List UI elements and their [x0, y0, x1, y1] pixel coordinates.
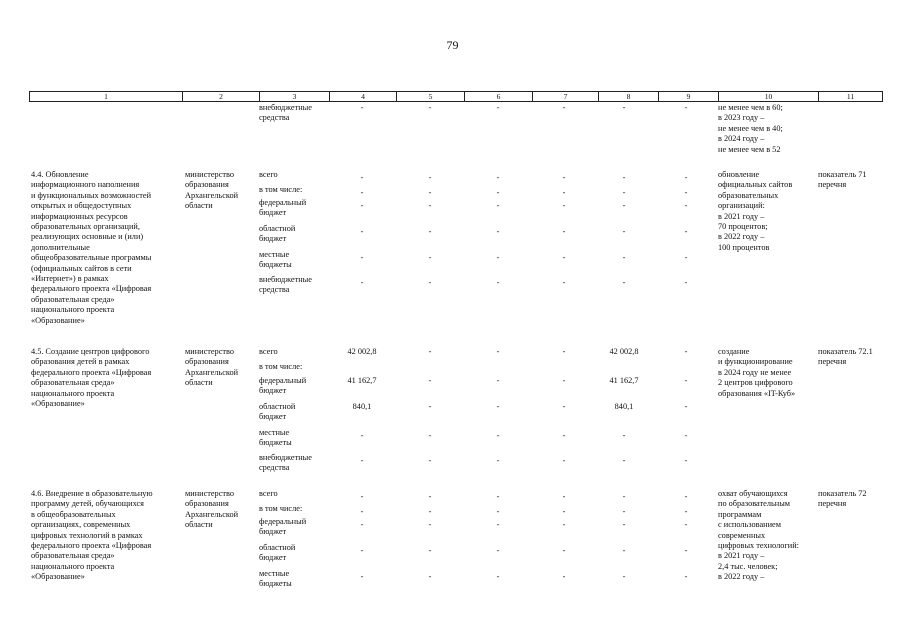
column-header: 6 — [465, 92, 533, 102]
column-header: 9 — [659, 92, 719, 102]
fund-source-label: в том числе: — [259, 185, 303, 194]
fund-source-label: областной бюджет — [259, 402, 296, 422]
value-cell: - — [496, 492, 500, 501]
executor: министерство образования Архангельской области — [185, 170, 239, 211]
value-cell: - — [360, 201, 364, 210]
value-cell: - — [428, 492, 432, 501]
value-cell: - — [496, 278, 500, 287]
value-cell: - — [428, 402, 432, 411]
value-cell: - — [562, 253, 566, 262]
value-cell: - — [428, 572, 432, 581]
value-cell: - — [684, 376, 688, 385]
fund-source-label: федеральный бюджет — [259, 517, 307, 537]
measure-name: 4.5. Создание центров цифрового образования детей в рамках федерального проекта «Цифровая образовательная среда» национального проекта «Образование» — [31, 347, 152, 409]
value-cell: - — [428, 278, 432, 287]
column-header: 2 — [183, 92, 260, 102]
value-cell: - — [428, 201, 432, 210]
value-cell: - — [684, 103, 688, 112]
value-cell: - — [428, 173, 432, 182]
value-cell: - — [622, 431, 626, 440]
value-cell: - — [496, 572, 500, 581]
value-cell: - — [622, 188, 626, 197]
fund-source-label: внебюджетные средства — [259, 275, 312, 295]
value-cell: - — [684, 201, 688, 210]
value-cell: - — [684, 278, 688, 287]
value-cell: - — [496, 227, 500, 236]
fund-source-label: в том числе: — [259, 362, 303, 371]
column-header: 10 — [719, 92, 819, 102]
value-cell: - — [496, 431, 500, 440]
value-cell: - — [428, 376, 432, 385]
fund-source-label: внебюджетные средства — [259, 103, 312, 123]
column-header: 11 — [819, 92, 883, 102]
column-header: 3 — [260, 92, 330, 102]
value-cell: - — [622, 103, 626, 112]
fund-source-label: внебюджетные средства — [259, 453, 312, 473]
value-cell: - — [562, 546, 566, 555]
value-cell: - — [622, 492, 626, 501]
value-cell: - — [622, 227, 626, 236]
value-cell: - — [562, 227, 566, 236]
value-cell: - — [496, 201, 500, 210]
value-cell: - — [428, 507, 432, 516]
value-cell: - — [496, 520, 500, 529]
expected-result: охват обучающихся по образовательным программам с использованием современных цифровых технологий: в 2021 году – 2,4 тыс. человек; в 2022 году – — [718, 489, 799, 582]
value-cell: - — [562, 492, 566, 501]
fund-source-label: федеральный бюджет — [259, 376, 307, 396]
value-cell: - — [496, 173, 500, 182]
value-cell: - — [562, 188, 566, 197]
value-cell: - — [622, 507, 626, 516]
value-cell: - — [360, 278, 364, 287]
value-cell: - — [428, 253, 432, 262]
value-cell: - — [496, 188, 500, 197]
fund-source-label: местные бюджеты — [259, 250, 292, 270]
column-header: 4 — [330, 92, 397, 102]
column-header: 5 — [397, 92, 465, 102]
expected-result: не менее чем в 60; в 2023 году – не менее чем в 40; в 2024 году – не менее чем в 52 — [718, 103, 783, 154]
value-cell: - — [684, 431, 688, 440]
value-cell: - — [360, 188, 364, 197]
value-cell: - — [496, 253, 500, 262]
value-cell: - — [360, 431, 364, 440]
value-cell: - — [684, 572, 688, 581]
value-cell: - — [360, 507, 364, 516]
fund-source-label: всего — [259, 170, 278, 179]
fund-source-label: местные бюджеты — [259, 569, 292, 589]
value-cell: - — [496, 103, 500, 112]
measure-name: 4.4. Обновление информационного наполнения и функциональных возможностей открытых и общедоступных информационных ресурсов образовательных организаций, реализующих основные и (или) дополнительные общеобразовательные программы (официальных сайтов в сети «Интернет») в рамках федерального проекта «Цифровая образовательная среда» национального проекта «Образование» — [31, 170, 152, 325]
value-cell: - — [562, 376, 566, 385]
indicator-reference: показатель 71 перечня — [818, 170, 867, 190]
value-cell: 42 002,8 — [347, 347, 377, 356]
column-header: 8 — [599, 92, 659, 102]
value-cell: - — [622, 546, 626, 555]
executor: министерство образования Архангельской области — [185, 489, 239, 530]
value-cell: - — [496, 376, 500, 385]
value-cell: - — [496, 347, 500, 356]
value-cell: - — [496, 456, 500, 465]
value-cell: - — [684, 546, 688, 555]
value-cell: - — [428, 520, 432, 529]
value-cell: - — [622, 456, 626, 465]
value-cell: - — [360, 103, 364, 112]
value-cell: - — [684, 253, 688, 262]
value-cell: - — [562, 173, 566, 182]
value-cell: - — [562, 431, 566, 440]
value-cell: - — [428, 546, 432, 555]
value-cell: - — [428, 456, 432, 465]
expected-result: обновление официальных сайтов образовательных организаций: в 2021 году – 70 процентов; в 2022 году – 100 процентов — [718, 170, 793, 252]
value-cell: - — [360, 572, 364, 581]
indicator-reference: показатель 72 перечня — [818, 489, 867, 509]
value-cell: - — [562, 572, 566, 581]
value-cell: - — [428, 431, 432, 440]
value-cell: - — [428, 227, 432, 236]
value-cell: - — [684, 173, 688, 182]
value-cell: - — [684, 402, 688, 411]
value-cell: - — [562, 347, 566, 356]
value-cell: - — [622, 278, 626, 287]
value-cell: - — [360, 456, 364, 465]
fund-source-label: всего — [259, 347, 278, 356]
value-cell: - — [360, 520, 364, 529]
executor: министерство образования Архангельской области — [185, 347, 239, 388]
value-cell: - — [496, 507, 500, 516]
value-cell: - — [684, 507, 688, 516]
value-cell: 41 162,7 — [609, 376, 639, 385]
value-cell: - — [622, 520, 626, 529]
value-cell: - — [622, 253, 626, 262]
value-cell: - — [622, 173, 626, 182]
fund-source-label: областной бюджет — [259, 543, 296, 563]
value-cell: - — [360, 492, 364, 501]
fund-source-label: в том числе: — [259, 504, 303, 513]
value-cell: - — [562, 402, 566, 411]
value-cell: - — [360, 253, 364, 262]
page-number: 79 — [446, 38, 459, 52]
fund-source-label: всего — [259, 489, 278, 498]
value-cell: - — [562, 201, 566, 210]
value-cell: - — [360, 227, 364, 236]
value-cell: - — [428, 347, 432, 356]
value-cell: - — [684, 227, 688, 236]
value-cell: 41 162,7 — [347, 376, 377, 385]
value-cell: - — [496, 546, 500, 555]
value-cell: - — [622, 572, 626, 581]
column-header: 1 — [30, 92, 183, 102]
value-cell: - — [684, 520, 688, 529]
expected-result: создание и функционирование в 2024 году не менее 2 центров цифрового образования «IT-Куб» — [718, 347, 796, 398]
value-cell: - — [684, 456, 688, 465]
value-cell: - — [622, 201, 626, 210]
value-cell: - — [428, 103, 432, 112]
value-cell: - — [562, 278, 566, 287]
value-cell: - — [562, 507, 566, 516]
fund-source-label: областной бюджет — [259, 224, 296, 244]
column-header: 7 — [533, 92, 599, 102]
value-cell: - — [684, 492, 688, 501]
indicator-reference: показатель 72.1 перечня — [818, 347, 873, 367]
value-cell: - — [562, 456, 566, 465]
fund-source-label: федеральный бюджет — [259, 198, 307, 218]
value-cell: - — [360, 173, 364, 182]
value-cell: - — [684, 188, 688, 197]
value-cell: - — [496, 402, 500, 411]
column-header-table — [29, 91, 883, 102]
value-cell: - — [428, 188, 432, 197]
value-cell: 840,1 — [614, 402, 634, 411]
value-cell: 840,1 — [352, 402, 372, 411]
value-cell: - — [562, 103, 566, 112]
value-cell: - — [562, 520, 566, 529]
measure-name: 4.6. Внедрение в образовательную программу детей, обучающихся в общеобразовательных организациях, современных цифровых технологий в рамках федерального проекта «Цифровая образовательная среда» национального проекта «Образование» — [31, 489, 153, 582]
value-cell: - — [684, 347, 688, 356]
value-cell: 42 002,8 — [609, 347, 639, 356]
fund-source-label: местные бюджеты — [259, 428, 292, 448]
value-cell: - — [360, 546, 364, 555]
